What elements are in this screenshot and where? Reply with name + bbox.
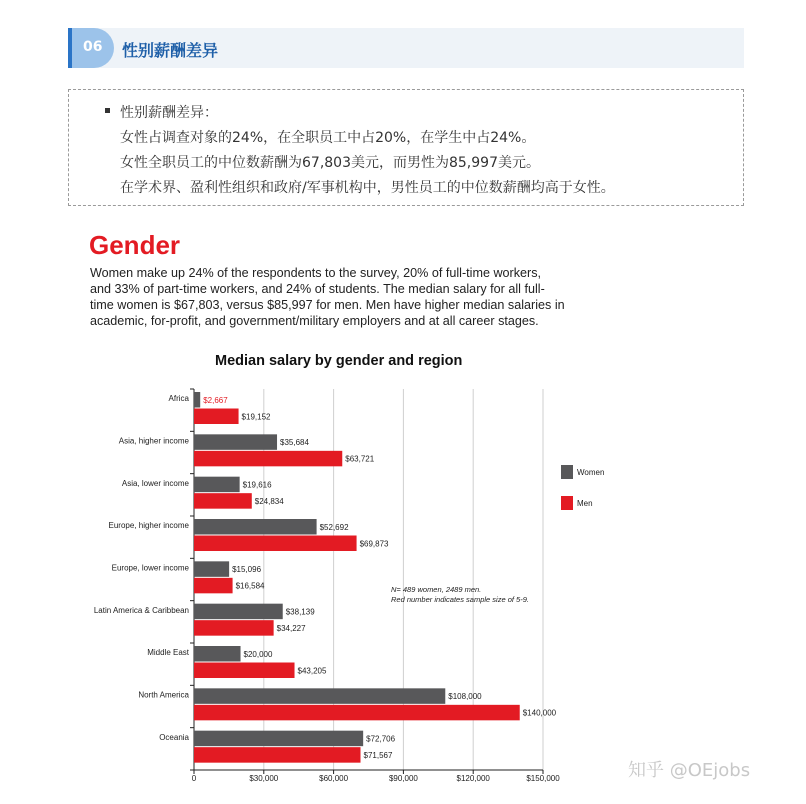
- legend-swatch: [561, 496, 573, 510]
- data-label: $63,721: [345, 454, 375, 464]
- legend-label: Men: [577, 499, 593, 508]
- paragraph-line: time women is $67,803, versus $85,997 for men. Men have higher median salaries in: [90, 298, 565, 312]
- data-label: $71,567: [363, 750, 393, 760]
- bar-women: [194, 731, 363, 747]
- data-label: $34,227: [276, 623, 306, 633]
- paragraph-line: Women make up 24% of the respondents to the survey, 20% of full-time workers,: [90, 266, 542, 280]
- bar-women: [194, 688, 445, 704]
- bar-women: [194, 392, 200, 408]
- category-label: North America: [138, 690, 189, 700]
- x-tick-label: $60,000: [319, 774, 349, 783]
- section-title: 性别薪酬差异: [122, 41, 219, 60]
- note-line: 女性全职员工的中位数薪酬为67,803美元，而男性为85,997美元。: [120, 155, 540, 171]
- watermark: 知乎 @OEjobs: [628, 760, 751, 781]
- bar-men: [194, 451, 342, 467]
- bar-men: [194, 536, 357, 552]
- paragraph-line: and 33% of part-time workers, and 24% of students. The median salary for all full-: [90, 282, 545, 296]
- category-label: Africa: [168, 394, 189, 404]
- bar-men: [194, 705, 520, 721]
- x-tick-label: $90,000: [388, 774, 418, 783]
- bar-men: [194, 409, 239, 425]
- category-label: Europe, higher income: [108, 521, 189, 531]
- data-label: $140,000: [522, 708, 557, 718]
- paragraph-line: academic, for-profit, and government/military employers and at all career stages.: [90, 314, 539, 328]
- category-label: Asia, lower income: [121, 478, 189, 488]
- category-label: Latin America & Caribbean: [93, 605, 189, 615]
- bar-women: [194, 519, 317, 535]
- section-number: 06: [83, 39, 103, 55]
- bar-women: [194, 477, 240, 493]
- note-line: 在学术界、盈利性组织和政府/军事机构中，男性员工的中位数薪酬均高于女性。: [120, 180, 615, 196]
- legend-swatch: [561, 465, 573, 479]
- data-label: $2,667: [203, 395, 228, 405]
- data-label: $16,584: [235, 581, 265, 591]
- data-label: $19,152: [241, 412, 271, 422]
- note-line: 女性占调查对象的24%，在全职员工中占20%，在学生中占24%。: [120, 130, 536, 146]
- data-label: $43,205: [297, 666, 327, 676]
- data-label: $72,706: [366, 734, 396, 744]
- category-label: Middle East: [147, 648, 189, 658]
- data-label: $38,139: [285, 607, 315, 617]
- x-tick-label: $150,000: [526, 774, 560, 783]
- category-label: Europe, lower income: [111, 563, 189, 573]
- chart-title: Median salary by gender and region: [215, 353, 463, 369]
- gender-heading: Gender: [89, 230, 181, 260]
- bar-men: [194, 578, 233, 594]
- note-heading: 性别薪酬差异：: [120, 105, 218, 121]
- bar-men: [194, 493, 252, 509]
- data-label: $15,096: [232, 565, 262, 575]
- data-label: $69,873: [359, 539, 389, 549]
- data-label: $20,000: [243, 649, 273, 659]
- data-label: $35,684: [280, 438, 309, 448]
- x-tick-label: 0: [191, 774, 197, 783]
- chart-annotation: Red number indicates sample size of 5-9.: [391, 595, 529, 604]
- bar-men: [194, 663, 295, 679]
- data-label: $24,834: [254, 496, 284, 506]
- data-label: $108,000: [448, 692, 482, 702]
- bar-men: [194, 620, 274, 636]
- data-label: $52,692: [319, 522, 349, 532]
- data-label: $19,616: [242, 480, 272, 490]
- x-tick-label: $30,000: [249, 774, 279, 783]
- bar-men: [194, 747, 361, 763]
- category-label: Oceania: [159, 732, 189, 742]
- chart-annotation: N= 489 women, 2489 men.: [391, 585, 482, 594]
- bar-women: [194, 561, 229, 577]
- category-label: Asia, higher income: [118, 436, 189, 446]
- legend-label: Women: [577, 468, 605, 477]
- bar-women: [194, 646, 241, 662]
- bar-women: [194, 434, 277, 450]
- x-tick-label: $120,000: [456, 774, 490, 783]
- bar-women: [194, 604, 283, 620]
